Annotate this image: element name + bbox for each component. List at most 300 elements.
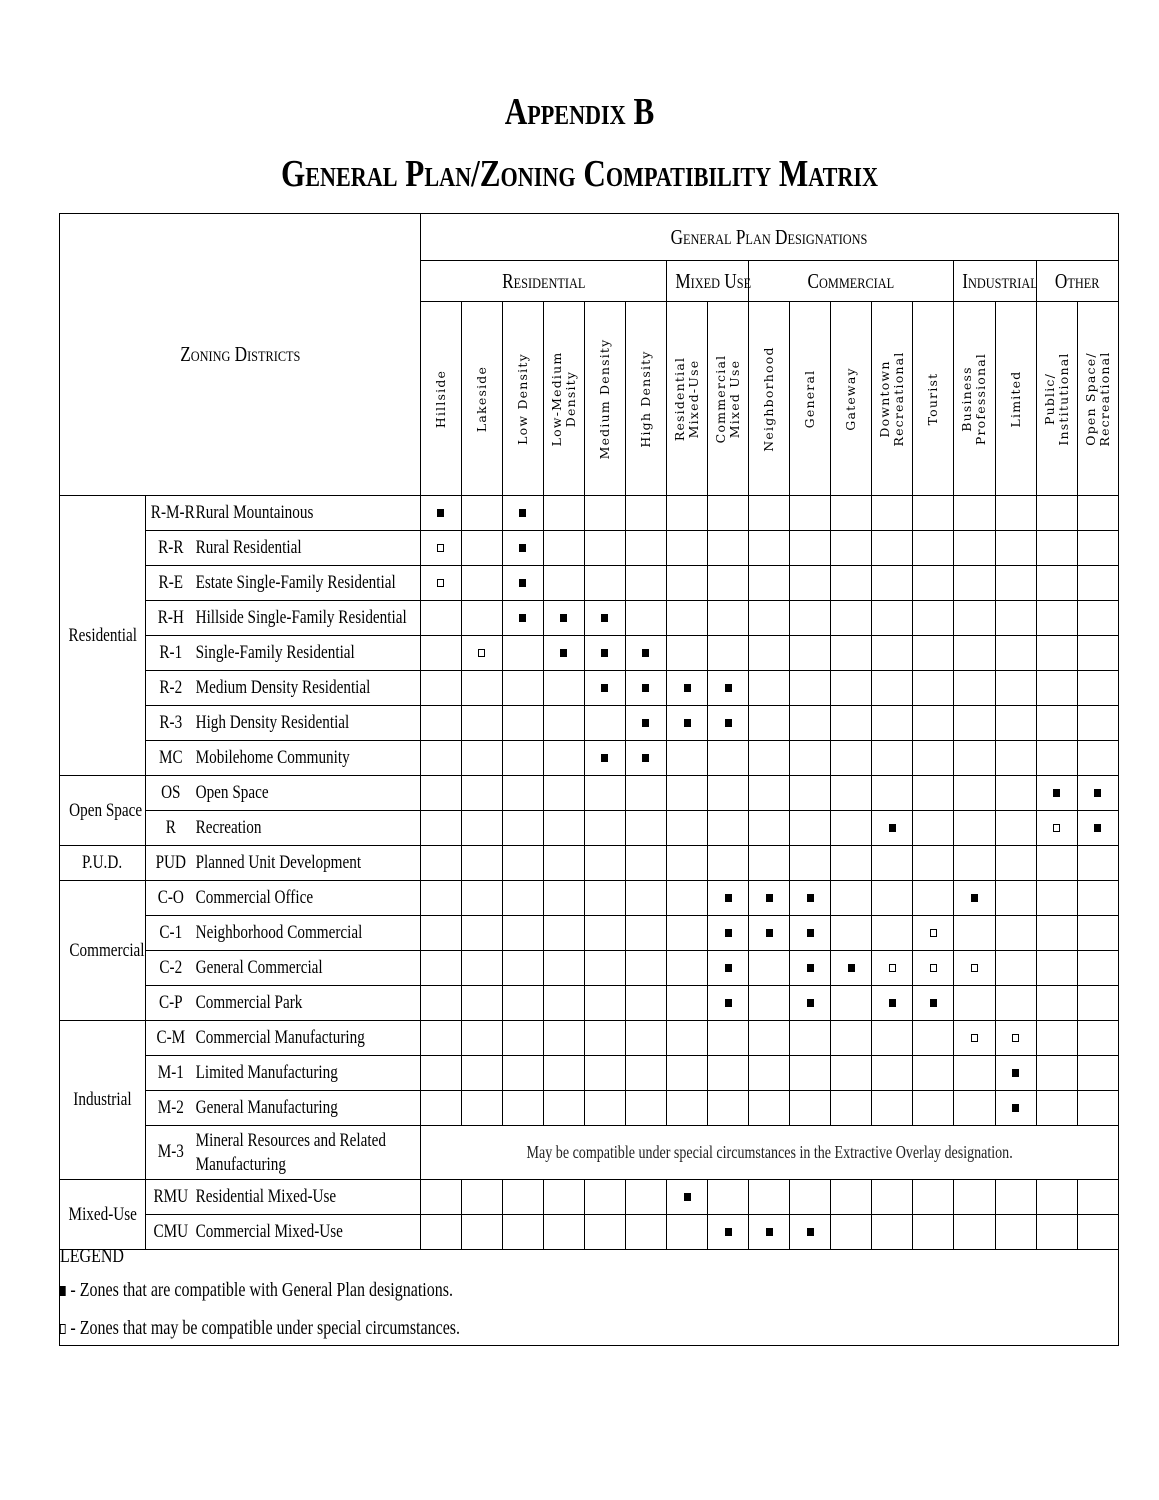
zone-name: Planned Unit Development	[195, 852, 362, 873]
compatibility-cell	[749, 601, 790, 636]
compatibility-cell	[954, 1021, 995, 1056]
compatibility-cell	[420, 1021, 461, 1056]
filled-square-icon	[519, 509, 526, 517]
group-header-mixed-use: Mixed Use	[667, 261, 749, 302]
zone-code: RMU	[153, 1186, 189, 1207]
compatibility-cell	[420, 706, 461, 741]
zone-code: R-2	[159, 677, 183, 698]
compatibility-cell	[913, 636, 954, 671]
compatibility-cell	[584, 531, 625, 566]
compatibility-cell	[708, 601, 749, 636]
compatibility-cell	[913, 881, 954, 916]
open-square-icon	[478, 649, 485, 657]
compatibility-cell	[420, 846, 461, 881]
compatibility-cell	[749, 986, 790, 1021]
compatibility-cell	[667, 1021, 708, 1056]
compatibility-cell	[667, 1180, 708, 1215]
compatibility-cell	[502, 1056, 543, 1091]
compatibility-cell	[1077, 811, 1118, 846]
compatibility-cell	[1077, 1091, 1118, 1126]
zoning-district	[146, 706, 421, 741]
compatibility-cell	[995, 1056, 1036, 1091]
compatibility-cell	[625, 1180, 666, 1215]
filled-square-icon	[1094, 789, 1101, 797]
table-row	[60, 881, 1119, 916]
compatibility-cell	[1036, 741, 1077, 776]
compatibility-cell	[584, 1056, 625, 1091]
compatibility-cell	[749, 1180, 790, 1215]
table-row	[60, 601, 1119, 636]
compatibility-cell	[872, 671, 913, 706]
group-header-other: Other	[1036, 261, 1118, 302]
compatibility-cell	[790, 671, 831, 706]
compatibility-cell	[1077, 776, 1118, 811]
compatibility-cell	[790, 636, 831, 671]
zoning-district	[146, 1056, 421, 1091]
compatibility-cell	[995, 671, 1036, 706]
compatibility-cell	[1077, 671, 1118, 706]
compatibility-cell	[995, 951, 1036, 986]
zoning-district	[146, 1091, 421, 1126]
compatibility-cell	[954, 881, 995, 916]
compatibility-cell	[913, 706, 954, 741]
compatibility-cell	[913, 1056, 954, 1091]
column-header	[420, 302, 461, 496]
table-row	[60, 706, 1119, 741]
column-header	[1036, 302, 1077, 496]
compatibility-cell	[584, 496, 625, 531]
compatibility-cell	[831, 881, 872, 916]
filled-square-icon	[725, 719, 732, 727]
compatibility-cell	[995, 1091, 1036, 1126]
compatibility-cell	[543, 951, 584, 986]
table-row	[60, 776, 1119, 811]
column-header-label: High Density	[637, 349, 653, 448]
zone-code: R-1	[159, 642, 183, 663]
column-header-label: Open Space/	[1082, 351, 1098, 446]
compatibility-cell	[420, 1056, 461, 1091]
zone-code: R-M-R	[150, 502, 195, 523]
compatibility-cell	[749, 671, 790, 706]
compatibility-cell	[954, 1091, 995, 1126]
compatibility-cell	[502, 671, 543, 706]
compatibility-cell	[831, 986, 872, 1021]
compatibility-cell	[913, 1091, 954, 1126]
column-header	[543, 302, 584, 496]
filled-square-icon	[725, 894, 732, 902]
zone-name: Mobilehome Community	[195, 747, 350, 768]
table-row	[60, 951, 1119, 986]
compatibility-cell	[667, 636, 708, 671]
compatibility-cell	[461, 671, 502, 706]
compatibility-cell	[502, 566, 543, 601]
compatibility-cell	[667, 706, 708, 741]
compatibility-cell	[913, 741, 954, 776]
zoning-district	[146, 811, 421, 846]
zone-code: C-P	[159, 992, 183, 1013]
compatibility-cell	[625, 1021, 666, 1056]
compatibility-cell	[584, 706, 625, 741]
compatibility-cell	[790, 881, 831, 916]
table-row	[60, 496, 1119, 531]
compatibility-cell	[872, 811, 913, 846]
compatibility-cell	[1077, 531, 1118, 566]
compatibility-cell	[420, 636, 461, 671]
compatibility-cell	[461, 1180, 502, 1215]
compatibility-cell	[1036, 846, 1077, 881]
compatibility-cell	[420, 1180, 461, 1215]
compatibility-cell	[1077, 951, 1118, 986]
compatibility-cell	[420, 1091, 461, 1126]
filled-square-icon	[1012, 1069, 1019, 1077]
compatibility-cell	[1036, 706, 1077, 741]
compatibility-cell	[667, 531, 708, 566]
compatibility-cell	[1077, 741, 1118, 776]
compatibility-cell	[1036, 671, 1077, 706]
compatibility-cell	[543, 636, 584, 671]
filled-square-icon	[725, 684, 732, 692]
zone-name: Commercial Manufacturing	[195, 1027, 366, 1048]
compatibility-cell	[1036, 1021, 1077, 1056]
filled-square-icon	[601, 754, 608, 762]
compatibility-cell	[420, 496, 461, 531]
compatibility-cell	[872, 601, 913, 636]
compatibility-cell	[461, 1091, 502, 1126]
compatibility-cell	[625, 496, 666, 531]
column-header-label: Commercial	[713, 354, 729, 443]
zoning-district	[146, 986, 421, 1021]
zoning-district	[146, 1126, 421, 1180]
compatibility-cell	[913, 531, 954, 566]
filled-square-icon	[725, 964, 732, 972]
compatibility-cell	[420, 811, 461, 846]
compatibility-cell	[790, 1021, 831, 1056]
compatibility-cell	[1036, 916, 1077, 951]
open-square-icon	[930, 929, 937, 937]
compatibility-cell	[708, 741, 749, 776]
compatibility-cell	[543, 496, 584, 531]
compatibility-cell	[461, 636, 502, 671]
compatibility-cell	[995, 916, 1036, 951]
column-header-label: Mixed-Use	[686, 359, 702, 438]
filled-square-icon	[519, 614, 526, 622]
compatibility-cell	[461, 776, 502, 811]
compatibility-cell	[995, 776, 1036, 811]
compatibility-cell	[1036, 496, 1077, 531]
table-row	[60, 566, 1119, 601]
compatibility-cell	[667, 986, 708, 1021]
zone-group-label: P.U.D.	[60, 846, 146, 881]
compatibility-cell	[708, 846, 749, 881]
column-header	[954, 302, 995, 496]
compatibility-cell	[625, 636, 666, 671]
column-header-label: Downtown	[877, 359, 893, 438]
compatibility-cell	[995, 986, 1036, 1021]
table-row	[60, 916, 1119, 951]
compatibility-cell	[1077, 881, 1118, 916]
compatibility-cell	[625, 916, 666, 951]
compatibility-cell	[1077, 1056, 1118, 1091]
compatibility-cell	[749, 881, 790, 916]
column-header-label: Low Density	[514, 352, 530, 445]
compatibility-cell	[790, 811, 831, 846]
compatibility-cell	[1036, 811, 1077, 846]
compatibility-cell	[1077, 916, 1118, 951]
column-header	[913, 302, 954, 496]
compatibility-cell	[667, 671, 708, 706]
zoning-district	[146, 776, 421, 811]
filled-square-icon	[560, 649, 567, 657]
compatibility-cell	[584, 1180, 625, 1215]
compatibility-cell	[872, 706, 913, 741]
compatibility-cell	[420, 951, 461, 986]
compatibility-cell	[872, 566, 913, 601]
compatibility-cell	[461, 601, 502, 636]
filled-square-icon	[971, 894, 978, 902]
zone-name: General Commercial	[195, 957, 323, 978]
compatibility-cell	[913, 671, 954, 706]
compatibility-cell	[708, 951, 749, 986]
compatibility-cell	[913, 951, 954, 986]
compatibility-cell	[790, 741, 831, 776]
extractive-overlay-note: May be compatible under special circumstances in the Extractive Overlay designation.	[420, 1126, 1118, 1180]
column-header-label: Low-Medium	[548, 351, 564, 446]
compatibility-cell	[749, 916, 790, 951]
compatibility-cell	[543, 741, 584, 776]
filled-square-icon	[725, 1228, 732, 1236]
compatibility-cell	[749, 496, 790, 531]
compatibility-cell	[954, 986, 995, 1021]
compatibility-cell	[1036, 1091, 1077, 1126]
compatibility-cell	[708, 1056, 749, 1091]
compatibility-cell	[790, 951, 831, 986]
compatibility-cell	[831, 1021, 872, 1056]
column-header-label: Medium Density	[596, 338, 612, 459]
compatibility-cell	[831, 671, 872, 706]
compatibility-cell	[420, 881, 461, 916]
compatibility-cell	[625, 986, 666, 1021]
compatibility-cell	[790, 496, 831, 531]
compatibility-cell	[502, 496, 543, 531]
compatibility-cell	[584, 951, 625, 986]
compatibility-cell	[502, 916, 543, 951]
compatibility-cell	[831, 531, 872, 566]
compatibility-cell	[584, 601, 625, 636]
zone-name: Recreation	[195, 817, 262, 838]
open-square-icon	[1053, 824, 1060, 832]
column-header-label: Mixed Use	[727, 359, 743, 438]
compatibility-cell	[667, 566, 708, 601]
compatibility-cell	[461, 951, 502, 986]
compatibility-cell	[543, 1021, 584, 1056]
zone-name: High Density Residential	[195, 712, 350, 733]
compatibility-cell	[667, 951, 708, 986]
zone-group-label: Commercial	[60, 881, 146, 1021]
compatibility-cell	[708, 671, 749, 706]
compatibility-cell	[749, 1091, 790, 1126]
zone-name: Open Space	[195, 782, 269, 803]
compatibility-cell	[954, 846, 995, 881]
column-header-label: Public/	[1041, 372, 1057, 425]
table-row	[60, 1021, 1119, 1056]
filled-square-icon	[766, 929, 773, 937]
filled-square-icon	[807, 894, 814, 902]
compatibility-cell	[872, 1021, 913, 1056]
zone-code: C-1	[159, 922, 183, 943]
compatibility-cell	[584, 741, 625, 776]
compatibility-cell	[543, 916, 584, 951]
compatibility-cell	[708, 776, 749, 811]
compatibility-cell	[625, 531, 666, 566]
compatibility-cell	[584, 916, 625, 951]
zone-code: OS	[161, 782, 181, 803]
zoning-district	[146, 846, 421, 881]
compatibility-cell	[625, 671, 666, 706]
filled-square-icon	[60, 1286, 66, 1296]
zone-name: Medium Density Residential	[195, 677, 371, 698]
compatibility-cell	[831, 636, 872, 671]
general-plan-designations-header: General Plan Designations	[420, 214, 1118, 261]
compatibility-cell	[831, 741, 872, 776]
compatibility-cell	[667, 741, 708, 776]
filled-square-icon	[807, 929, 814, 937]
compatibility-cell	[420, 601, 461, 636]
compatibility-cell	[543, 846, 584, 881]
compatibility-cell	[831, 846, 872, 881]
compatibility-cell	[502, 811, 543, 846]
compatibility-cell	[667, 1091, 708, 1126]
compatibility-cell	[749, 1021, 790, 1056]
compatibility-cell	[995, 566, 1036, 601]
compatibility-cell	[420, 776, 461, 811]
compatibility-cell	[625, 951, 666, 986]
column-header-label: Institutional	[1055, 351, 1071, 446]
zoning-district	[146, 951, 421, 986]
compatibility-cell	[913, 846, 954, 881]
compatibility-cell	[913, 916, 954, 951]
compatibility-cell	[461, 1021, 502, 1056]
compatibility-cell	[708, 1021, 749, 1056]
table-row	[60, 1126, 1119, 1180]
group-header-residential: Residential	[420, 261, 666, 302]
zone-name: Mineral Resources and Related	[195, 1129, 387, 1151]
compatibility-cell	[1077, 636, 1118, 671]
compatibility-cell	[625, 811, 666, 846]
compatibility-cell	[749, 636, 790, 671]
compatibility-cell	[872, 1180, 913, 1215]
compatibility-cell	[831, 706, 872, 741]
compatibility-cell	[502, 1091, 543, 1126]
compatibility-cell	[831, 1056, 872, 1091]
compatibility-cell	[995, 496, 1036, 531]
compatibility-cell	[913, 566, 954, 601]
compatibility-cell	[831, 496, 872, 531]
compatibility-cell	[708, 881, 749, 916]
compatibility-cell	[995, 881, 1036, 916]
compatibility-cell	[954, 951, 995, 986]
column-header-label: Business	[959, 365, 975, 432]
compatibility-cell	[461, 986, 502, 1021]
filled-square-icon	[930, 999, 937, 1007]
compatibility-cell	[461, 566, 502, 601]
compatibility-cell	[1077, 601, 1118, 636]
compatibility-cell	[625, 601, 666, 636]
compatibility-cell	[995, 811, 1036, 846]
table-row	[60, 531, 1119, 566]
zone-name: Commercial Park	[195, 992, 303, 1013]
compatibility-cell	[831, 1180, 872, 1215]
compatibility-cell	[790, 776, 831, 811]
legend-special: - Zones that may be compatible under special circumstances.	[60, 1317, 460, 1340]
compatibility-cell	[543, 531, 584, 566]
filled-square-icon	[1053, 789, 1060, 797]
column-header	[831, 302, 872, 496]
compatibility-cell	[995, 741, 1036, 776]
compatibility-cell	[543, 566, 584, 601]
filled-square-icon	[601, 684, 608, 692]
compatibility-cell	[831, 776, 872, 811]
compatibility-cell	[749, 776, 790, 811]
zone-group-label: Industrial	[60, 1021, 146, 1180]
zone-name: Residential Mixed-Use	[195, 1186, 337, 1207]
zone-name: Limited Manufacturing	[195, 1062, 338, 1083]
compatibility-cell	[872, 951, 913, 986]
compatibility-cell	[790, 986, 831, 1021]
zoning-district	[146, 671, 421, 706]
compatibility-cell	[872, 1056, 913, 1091]
compatibility-cell	[584, 1021, 625, 1056]
compatibility-cell	[625, 566, 666, 601]
filled-square-icon	[889, 999, 896, 1007]
compatibility-cell	[708, 811, 749, 846]
compatibility-cell	[543, 811, 584, 846]
compatibility-cell	[667, 601, 708, 636]
filled-square-icon	[684, 684, 691, 692]
compatibility-cell	[584, 671, 625, 706]
compatibility-cell	[1036, 776, 1077, 811]
column-header	[1077, 302, 1118, 496]
compatibility-cell	[872, 846, 913, 881]
zoning-district	[146, 566, 421, 601]
compatibility-cell	[1077, 496, 1118, 531]
compatibility-cell	[502, 1021, 543, 1056]
compatibility-cell	[461, 706, 502, 741]
column-header-label: Gateway	[843, 366, 859, 431]
compatibility-cell	[584, 846, 625, 881]
column-header	[872, 302, 913, 496]
compatibility-cell	[790, 1091, 831, 1126]
zone-name: Rural Mountainous	[195, 502, 314, 523]
compatibility-cell	[995, 846, 1036, 881]
column-header	[995, 302, 1036, 496]
filled-square-icon	[889, 824, 896, 832]
compatibility-cell	[954, 916, 995, 951]
compatibility-cell	[420, 741, 461, 776]
column-header-label: Residential	[672, 356, 688, 441]
column-header-label: Hillside	[432, 369, 448, 428]
compatibility-cell	[1036, 1180, 1077, 1215]
compatibility-cell	[954, 1180, 995, 1215]
compatibility-cell	[584, 1091, 625, 1126]
compatibility-cell	[1036, 1056, 1077, 1091]
column-header	[749, 302, 790, 496]
compatibility-cell	[872, 636, 913, 671]
compatibility-cell	[461, 811, 502, 846]
filled-square-icon	[642, 719, 649, 727]
compatibility-cell	[749, 531, 790, 566]
compatibility-cell	[872, 741, 913, 776]
compatibility-cell	[543, 986, 584, 1021]
